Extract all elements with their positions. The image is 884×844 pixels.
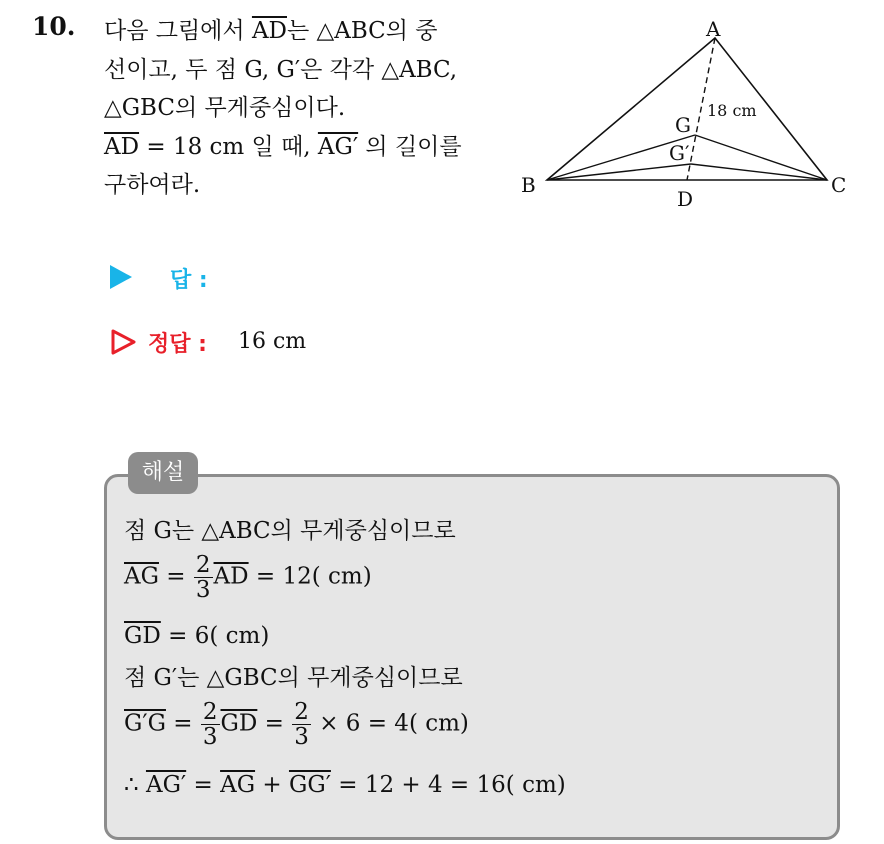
question-text-segment: 선이고, 두 점 G, G′은 각각 △ABC,: [104, 56, 458, 83]
therefore-symbol: ∴: [124, 772, 146, 798]
segment-agp: AG′: [145, 772, 187, 798]
outline-triangle-icon: [110, 328, 138, 356]
fraction-two-thirds: $\frac{2}{3}$: [294, 699, 309, 750]
label-c: C: [831, 173, 847, 197]
fraction-two-thirds: $\frac{2}{3}$: [195, 552, 211, 603]
segment-overline: $\overline{AD}$: [251, 18, 287, 44]
correct-answer-label: 정답 :: [148, 332, 207, 357]
segment-gpg: G′G: [124, 710, 166, 737]
fraction-two-thirds: $\frac{2}{3}$: [202, 699, 218, 750]
question-text-segment: △GBC의 무게중심이다.: [104, 95, 346, 121]
segment-cgp: [691, 164, 827, 180]
segment-gd: $\overline{GD}$: [220, 710, 258, 737]
question-number: 10.: [32, 12, 76, 41]
label-g: G: [675, 113, 691, 137]
label-d: D: [677, 187, 694, 211]
segment-ag: $\overline{AG}$: [220, 772, 256, 798]
explanation-line-5: G′G = $\frac{2}{3}$ $\overline{GD}$ = $\frac{2}{3}$ × 6 = 4( cm): [124, 699, 469, 750]
segment-bgp: [547, 164, 691, 180]
explanation-line-3: $\overline{GD} = 6$( cm): [124, 623, 270, 649]
question-text-segment: 는 △ABC의 중: [287, 18, 438, 44]
question-text-segment: 다음 그림에서: [104, 18, 252, 44]
label-g-prime: G′: [669, 141, 690, 165]
question-text-segment: 구하여라.: [104, 172, 201, 198]
segment-overline: AG′: [317, 133, 359, 160]
segment-ad: $\overline{AD}$: [213, 563, 249, 590]
question-text: [104, 12, 504, 205]
segment-ag: $\overline{AG}$: [124, 563, 159, 590]
question-line: [104, 12, 504, 51]
explanation-line-2: $\overline{AG}$ = $\frac{2}{3}$ $\overline{AD} = 12$( cm): [124, 552, 372, 603]
answer-label: 답 :: [170, 268, 208, 293]
explanation-tab: 해설: [128, 452, 198, 494]
triangle-figure: [515, 18, 855, 218]
label-b: B: [521, 173, 536, 197]
correct-answer-value: 16 cm: [238, 329, 307, 354]
question-line: [104, 128, 504, 167]
question-text-segment: 의 길이를: [358, 133, 462, 160]
label-length: 18 cm: [707, 101, 757, 120]
question-line: [104, 51, 504, 90]
question-line: [104, 89, 504, 128]
segment-overline: $\overline{AD}$: [104, 133, 140, 160]
question-text-segment: = 18 cm 일 때,: [139, 133, 318, 160]
segment-gd: $\overline{GD}$: [124, 623, 161, 649]
question-line: [104, 166, 504, 205]
explanation-line-6: ∴ $AG' = \overline{AG} + GG' = 12 + 4 = 16$( cm): [124, 772, 566, 798]
answer-row: [110, 265, 208, 293]
explanation-line-4: 점 G′는 △GBC의 무게중심이므로: [124, 665, 463, 691]
segment-ggp: GG′: [288, 772, 331, 798]
label-a: A: [706, 18, 721, 41]
segment-cg: [695, 135, 827, 180]
explanation-line-1: 점 G는 △ABC의 무게중심이므로: [124, 518, 456, 544]
answer-arrow-icon: [110, 265, 132, 289]
